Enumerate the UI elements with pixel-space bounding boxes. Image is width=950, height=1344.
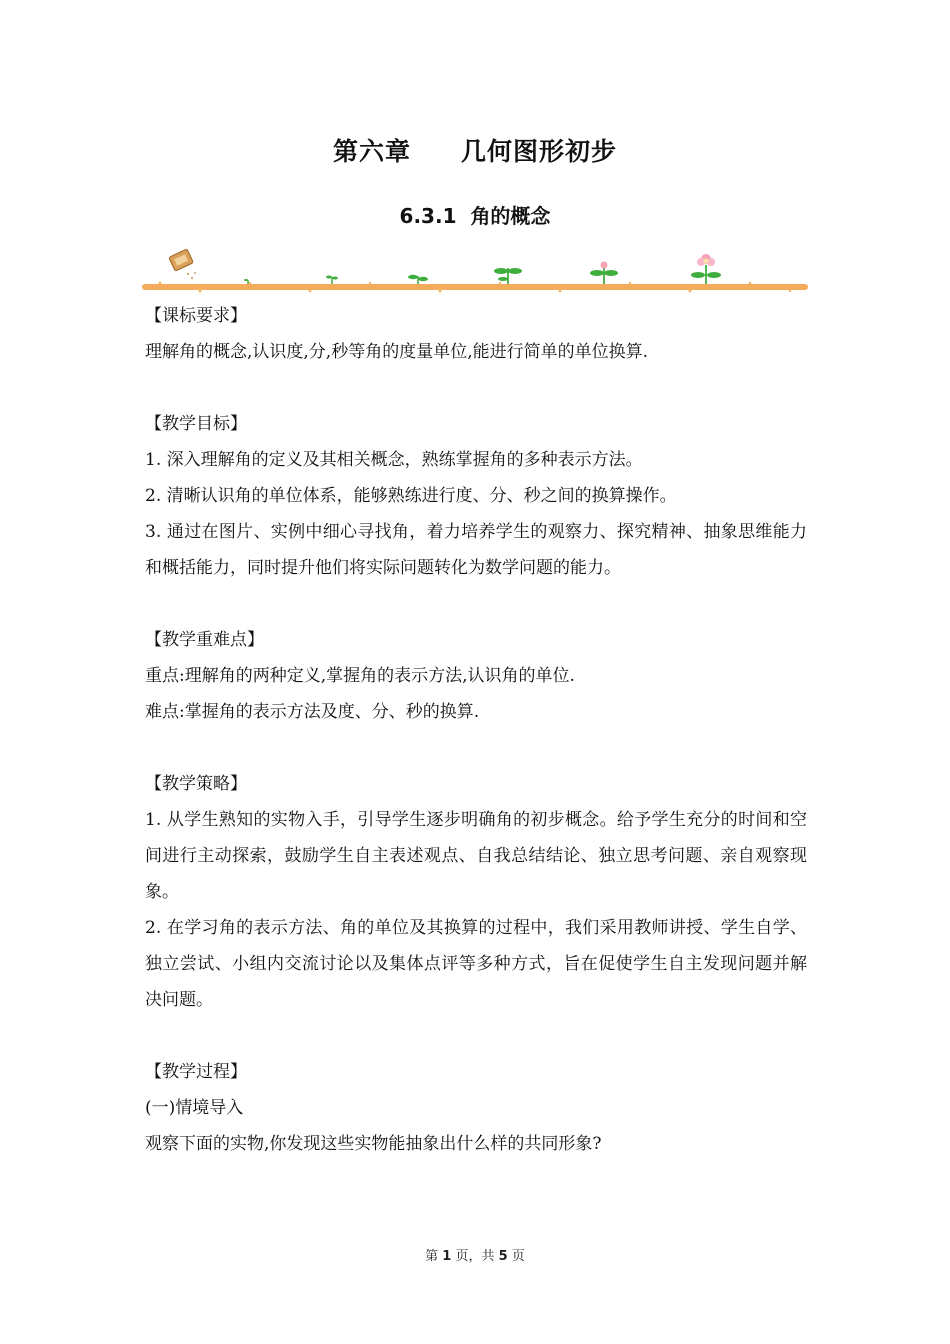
chapter-name: 几何图形初步	[461, 137, 618, 166]
current-page-number: 1	[442, 1249, 452, 1264]
footer-middle: 页，共	[455, 1249, 495, 1264]
section-name: 角的概念	[470, 204, 551, 228]
paragraph: 2. 在学习角的表示方法、角的单位及其换算的过程中，我们采用教师讲授、学生自学、独立尝试、小组内交流讨论以及集体点评等多种方式，旨在促使学生自主发现问题并解决问题。	[145, 918, 807, 1010]
sprout-icon	[326, 276, 338, 285]
paragraph: 3. 通过在图片、实例中细心寻找角，着力培养学生的观察力、探究精神、抽象思维能力和概括能力，同时提升他们将实际问题转化为数学问题的能力。	[145, 522, 807, 578]
soil-strip	[142, 284, 808, 290]
lesson-content	[145, 298, 807, 1162]
page-footer	[0, 1245, 950, 1264]
chapter-label: 第六章	[332, 137, 411, 166]
growth-banner-decoration	[140, 246, 810, 296]
seeds	[187, 272, 196, 279]
footer-suffix: 页	[511, 1249, 525, 1264]
paragraph: 重点:理解角的两种定义,掌握角的表示方法,认识角的单位.	[145, 666, 575, 686]
flower-icon	[691, 254, 721, 284]
total-page-count: 5	[498, 1249, 508, 1264]
section-heading: 【课标要求】	[145, 306, 247, 326]
paragraph: 1. 深入理解角的定义及其相关概念，熟练掌握角的多种表示方法。	[145, 450, 643, 470]
section-number: 6.3.1	[399, 204, 457, 228]
seedling-icon	[408, 275, 428, 284]
seed-packet-icon	[169, 249, 193, 271]
section-heading: 【教学目标】	[145, 414, 247, 434]
paragraph: 理解角的概念,认识度,分,秒等角的度量单位,能进行简单的单位换算.	[145, 342, 649, 362]
footer-prefix: 第	[425, 1249, 439, 1264]
bud-plant-icon	[590, 262, 618, 285]
section-heading: 【教学策略】	[145, 774, 247, 794]
section-heading: 【教学重难点】	[145, 630, 264, 650]
chapter-title	[0, 132, 950, 168]
sprout-icon	[244, 279, 248, 284]
paragraph: 1. 从学生熟知的实物入手，引导学生逐步明确角的初步概念。给予学生充分的时间和空间进行主动探索，鼓励学生自主表述观点、自我总结结论、独立思考问题、亲自观察现象。	[145, 810, 807, 902]
section-heading: 【教学过程】	[145, 1062, 247, 1082]
paragraph: 2. 清晰认识角的单位体系，能够熟练进行度、分、秒之间的换算操作。	[145, 486, 677, 506]
paragraph: 难点:掌握角的表示方法及度、分、秒的换算.	[145, 702, 480, 722]
paragraph: (一)情境导入	[145, 1098, 244, 1118]
paragraph: 观察下面的实物,你发现这些实物能抽象出什么样的共同形象?	[145, 1134, 602, 1154]
section-title	[0, 200, 950, 229]
plant-icon	[494, 268, 522, 284]
